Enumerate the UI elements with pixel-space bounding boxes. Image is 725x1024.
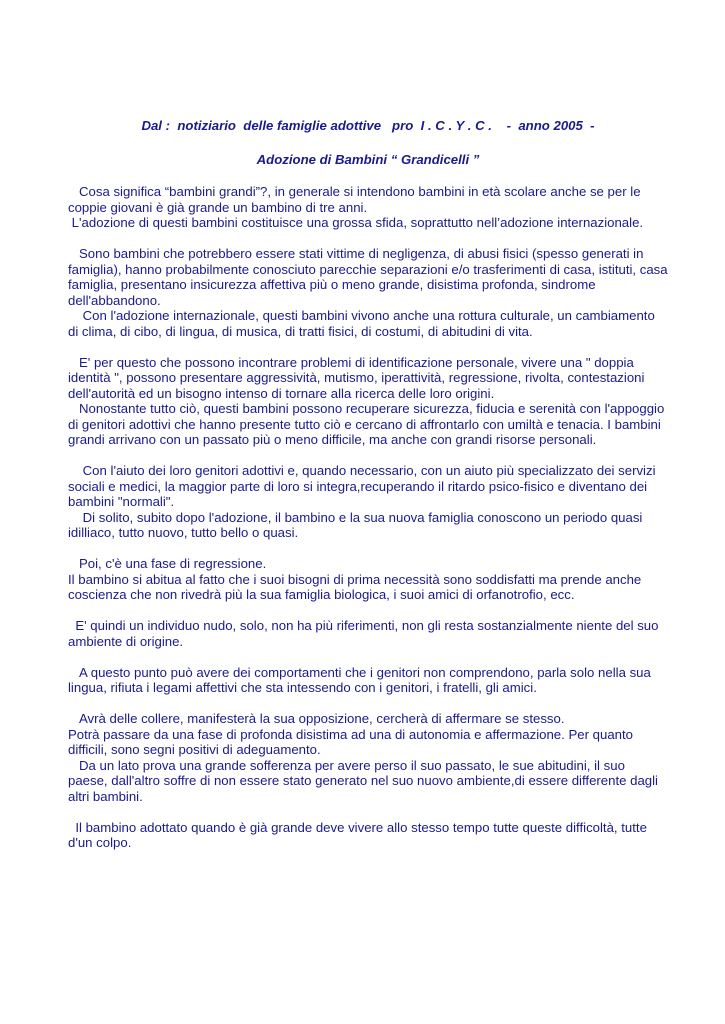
paragraph-gap xyxy=(68,804,668,820)
paragraph: Potrà passare da una fase di profonda disistima ad una di autonomia e affermazione. Per quanto difficili, sono segni positivi di adeguamento. xyxy=(68,726,637,757)
paragraph: Avrà delle collere, manifesterà la sua opposizione, cercherà di affermare se stesso. xyxy=(68,711,565,726)
paragraph: Con l'adozione internazionale, questi bambini vivono anche una rottura culturale, un cambiamento di clima, di cibo, di lingua, di musica, di tratti fisici, di costumi, di abitudini di vita. xyxy=(68,308,659,339)
paragraph: L'adozione di questi bambini costituisce una grossa sfida, soprattutto nell’adozione internazionale. xyxy=(68,215,644,230)
paragraph-gap xyxy=(68,541,668,557)
paragraph: E' per questo che possono incontrare problemi di identificazione personale, vivere una " doppia identità ", possono presentare aggressività, mutismo, iperattività, regressione, rivolta, contestazioni dell'autorità ed un bisogno intenso di tornare alla ricerca delle loro origini. xyxy=(68,354,649,401)
paragraph-gap xyxy=(68,231,668,247)
paragraph: Poi, c'è una fase di regressione. xyxy=(68,556,267,571)
paragraph: Cosa significa “bambini grandi”?, in generale si intendono bambini in età scolare anche se per le coppie giovani è già grande un bambino di tre anni. xyxy=(68,184,645,215)
document-title: Adozione di Bambini “ Grandicelli ” xyxy=(256,152,480,167)
paragraph: Con l'aiuto dei loro genitori adottivi e, quando necessario, con un aiuto più specializzato dei servizi sociali e medici, la maggior parte di loro si integra,recuperando il ritardo psico-fisico e diventano dei bambini "normali". xyxy=(68,463,660,509)
paragraph: E' quindi un individuo nudo, solo, non ha più riferimenti, non gli resta sostanzialmente niente del suo ambiente di origine. xyxy=(68,618,663,649)
paragraph: Di solito, subito dopo l'adozione, il bambino e la sua nuova famiglia conoscono un periodo quasi idilliaco, tutto nuovo, tutto bello o quasi. xyxy=(68,509,647,540)
paragraph: A questo punto può avere dei comportamenti che i genitori non comprendono, parla solo nella sua lingua, rifiuta i legami affettivi che sta intessendo con i genitori, i fratelli, gli amici. xyxy=(68,664,655,695)
paragraph: Il bambino si abitua al fatto che i suoi bisogni di prima necessità sono soddisfatti ma prende anche coscienza che non rivedrà più la sua famiglia biologica, i suoi amici di orfanotrofio, ecc. xyxy=(68,571,645,602)
paragraph-gap xyxy=(68,696,668,712)
document-page xyxy=(68,118,672,851)
paragraph-gap xyxy=(68,448,668,464)
paragraph-gap xyxy=(68,649,668,665)
paragraph: Da un lato prova una grande sofferenza per avere perso il suo passato, le sue abitudini, il suo paese, dall'altro soffre di non essere stato generato nel suo nuovo ambiente,di essere differente dagli altri bambini. xyxy=(68,757,662,804)
paragraph: Sono bambini che potrebbero essere stati vittime di negligenza, di abusi fisici (spesso generati in famiglia), hanno probabilmente conosciuto parecchie separazioni e/o trasferimenti di casa, istituti, casa famiglia, presentano insicurezza affettiva più o meno grande, disistima profonda, sindrome dell'abbandono. xyxy=(68,246,672,308)
source-line: Dal : notiziario delle famiglie adottive pro I . C . Y . C . - anno 2005 - xyxy=(141,118,595,133)
paragraph: Il bambino adottato quando è già grande deve vivere allo stesso tempo tutte queste difficoltà, tutte d'un colpo. xyxy=(68,819,651,850)
paragraph: Nonostante tutto ciò, questi bambini possono recuperare sicurezza, fiducia e serenità con l'appoggio di genitori adottivi che hanno presente tutto ciò e cercano di affrontarlo con umiltà e tenacia. I bambini grandi arrivano con un passato più o meno difficile, ma anche con grandi risorse personali. xyxy=(68,401,668,447)
paragraph-gap xyxy=(68,339,668,355)
paragraph-gap xyxy=(68,603,668,619)
document-body xyxy=(68,184,672,851)
